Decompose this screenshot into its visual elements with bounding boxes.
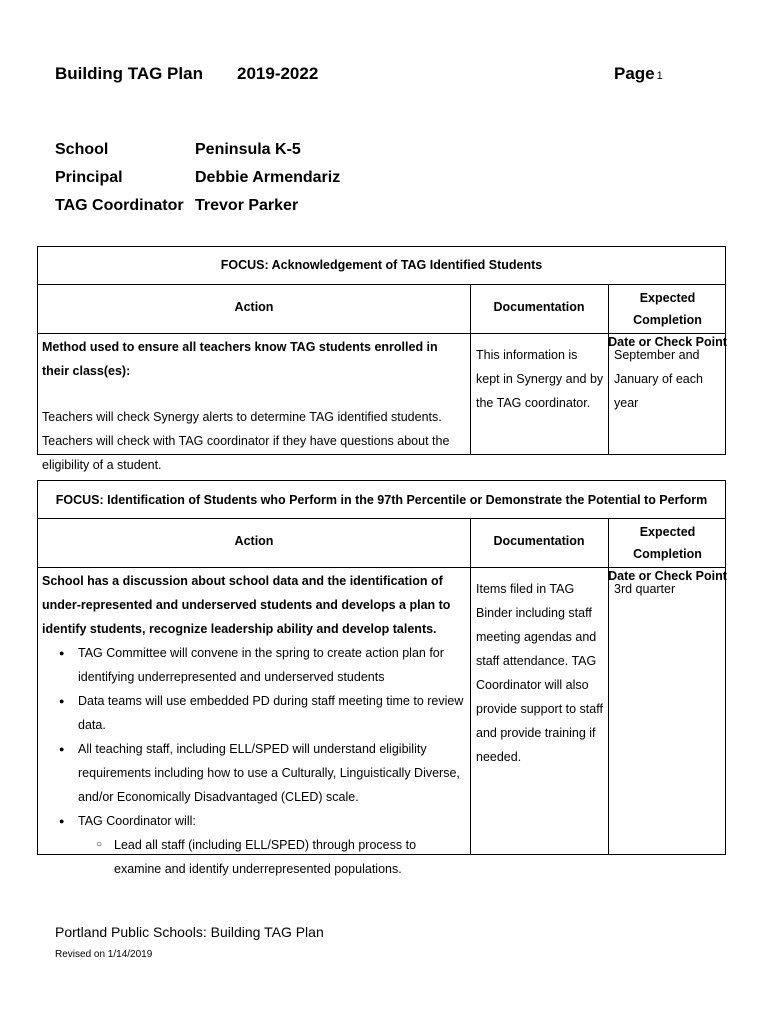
column-header-completion-line2: Date or Check Point [608, 569, 727, 583]
documentation-cell: This information is kept in Synergy and by the TAG coordinator. [476, 348, 604, 410]
page-number: 1 [656, 70, 663, 82]
list-item: ● TAG Committee will convene in the spring to create action plan for identifying underrepresented and underserved students [78, 641, 464, 689]
footer-text: Portland Public Schools: Building TAG Plan [55, 924, 324, 940]
page-label: Page [614, 64, 655, 83]
action-heading: Method used to ensure all teachers know TAG students enrolled in their class(es): [42, 340, 438, 378]
school-label: School [55, 141, 109, 158]
action-heading: School has a discussion about school data and the identification of under-represented and underserved students and develops a plan to identify students, recognize leadership ability and develop talents. [42, 574, 451, 636]
divider [470, 518, 471, 854]
column-header-documentation: Documentation [493, 300, 585, 314]
focus-heading: FOCUS: Acknowledgement of TAG Identified Students [220, 258, 543, 272]
action-sub-bullet-list [78, 833, 464, 881]
action-cell [42, 569, 464, 881]
divider [38, 518, 725, 519]
list-item: ● Data teams will use embedded PD during staff meeting time to review data. [78, 689, 464, 737]
list-item: ● TAG Coordinator will: [78, 809, 464, 833]
list-item: ○ Lead all staff (including ELL/SPED) through process to examine and identify underrepresented populations. [114, 833, 464, 881]
column-header-documentation: Documentation [493, 534, 585, 548]
focus-table-identification [37, 480, 727, 876]
focus-heading: FOCUS: Identification of Students who Perform in the 97th Percentile or Demonstrate the Potential to Perform [55, 493, 708, 507]
column-header-completion-line1: Expected Completion [633, 291, 702, 327]
completion-cell: 3rd quarter [614, 582, 676, 596]
revision-date: Revised on 1/14/2019 [55, 949, 153, 960]
divider [38, 284, 725, 285]
documentation-cell: Items filed in TAG Binder including staff meeting agendas and staff attendance. TAG Coordinator will also provide support to staff and provide training if needed. [476, 582, 603, 764]
column-header-action: Action [234, 300, 274, 314]
plan-years: 2019-2022 [237, 64, 319, 83]
principal-name: Debbie Armendariz [195, 169, 341, 186]
school-name: Peninsula K-5 [195, 141, 301, 158]
column-header-action: Action [234, 534, 274, 548]
principal-label: Principal [55, 169, 123, 186]
action-cell [42, 335, 464, 477]
column-header-completion-line2: Date or Check Point [608, 335, 727, 349]
coordinator-label: TAG Coordinator [55, 197, 184, 214]
completion-cell: September and January of each year [614, 348, 703, 410]
action-body: Teachers will check Synergy alerts to determine TAG identified students. Teachers will check with TAG coordinator if they have questions about the eligibility of a student. [42, 410, 450, 472]
document-title: Building TAG Plan [55, 64, 203, 83]
column-header-completion-line1: Expected Completion [633, 525, 702, 561]
action-bullet-list [42, 641, 464, 833]
list-item: ● All teaching staff, including ELL/SPED will understand eligibility requirements including how to use a Culturally, Linguistically Diverse, and/or Economically Disadvantaged (CLED) scale. [78, 737, 464, 809]
coordinator-name: Trevor Parker [195, 197, 299, 214]
page-indicator [614, 64, 663, 84]
focus-table-acknowledgement [37, 246, 727, 472]
